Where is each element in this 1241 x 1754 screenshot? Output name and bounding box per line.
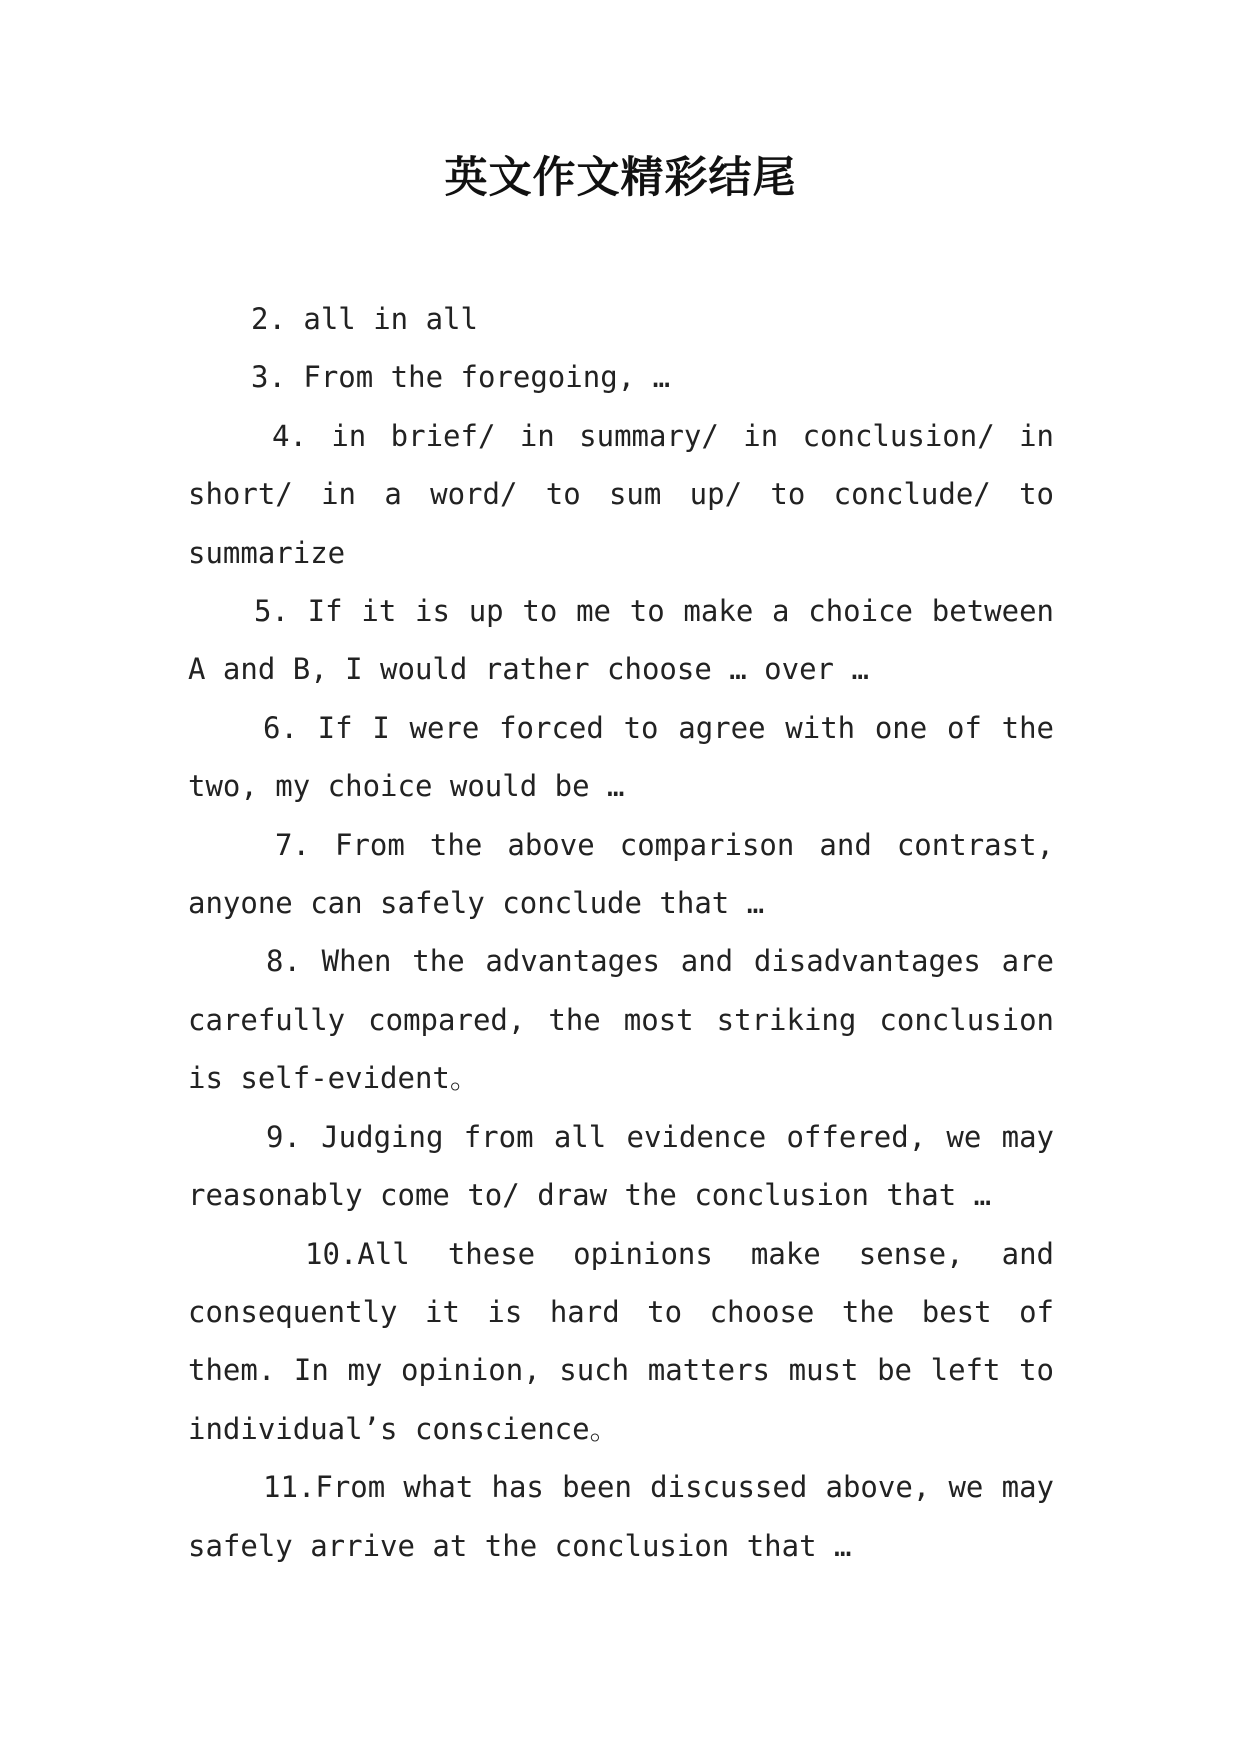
list-item: 10.All these opinions make sense, and consequently it is hard to choose the best of them. In my opinion, such matters must be left to individual’s conscience。 — [188, 1236, 1054, 1446]
list-item: 3. From the foregoing, … — [251, 360, 671, 395]
list-item: 2. all in all — [251, 302, 478, 336]
document-body — [188, 290, 1054, 1575]
list-item: 5. If it is up to me to make a choice between A and B, I would rather choose … over … — [188, 594, 1054, 687]
list-item: 9. Judging from all evidence offered, we may reasonably come to/ draw the conclusion that … — [188, 1119, 1054, 1213]
list-item: 6. If I were forced to agree with one of the two, my choice would be … — [188, 710, 1054, 804]
list-item: 11.From what has been discussed above, we may safely arrive at the conclusion that … — [188, 1470, 1054, 1563]
list-item: 4. in brief/ in summary/ in conclusion/ in short/ in a word/ to sum up/ to conclude/ to summarize — [188, 418, 1054, 570]
list-item: 8. When the advantages and disadvantages are carefully compared, the most striking conclusion is self-evident。 — [188, 944, 1054, 1096]
list-item: 7. From the above comparison and contrast, anyone can safely conclude that … — [188, 827, 1054, 921]
page-title: 英文作文精彩结尾 — [444, 153, 797, 203]
